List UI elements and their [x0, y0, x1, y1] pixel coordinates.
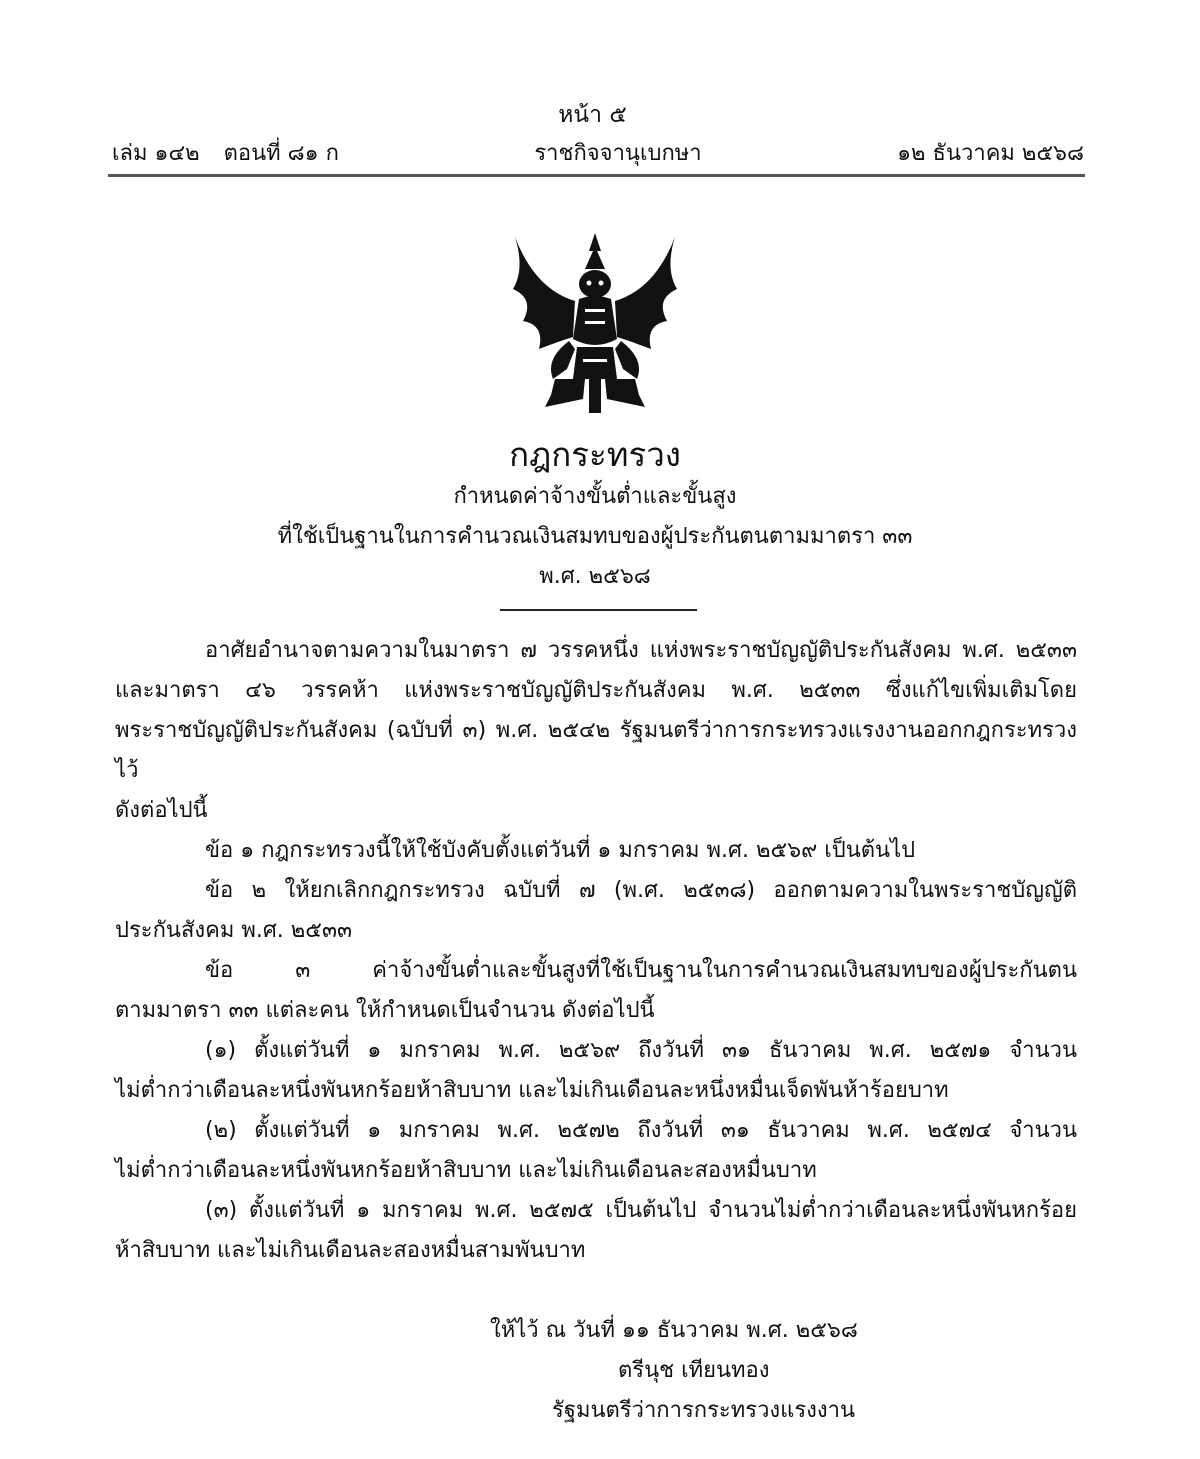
item-2: (๒) ตั้งแต่วันที่ ๑ มกราคม พ.ศ. ๒๕๗๒ ถึงวันที่ ๓๑ ธันวาคม พ.ศ. ๒๕๗๔ จำนวน [205, 1118, 1077, 1143]
header-divider [108, 174, 1085, 177]
issue: ตอนที่ ๘๑ ก [223, 141, 339, 166]
body-line: และมาตรา ๔๖ วรรคห้า แห่งพระราชบัญญัติประกันสังคม พ.ศ. ๒๕๓๓ ซึ่งแก้ไขเพิ่มเติมโดย [115, 678, 1077, 703]
gazette-name: ราชกิจจานุเบกษา [534, 141, 702, 166]
garuda-emblem-icon [505, 229, 685, 419]
clause-1: ข้อ ๑ กฎกระทรวงนี้ให้ใช้บังคับตั้งแต่วันที่ ๑ มกราคม พ.ศ. ๒๕๖๙ เป็นต้นไป [205, 838, 916, 863]
body-line: ประกันสังคม พ.ศ. ๒๕๓๓ [115, 918, 353, 943]
body-line: ตามมาตรา ๓๓ แต่ละคน ให้กำหนดเป็นจำนวน ดังต่อไปนี้ [115, 998, 655, 1023]
gazette-date: ๑๒ ธันวาคม ๒๕๖๘ [897, 141, 1084, 166]
gazette-header [112, 138, 1084, 170]
body-line: ไม่ต่ำกว่าเดือนละหนึ่งพันหกร้อยห้าสิบบาท และไม่เกินเดือนละหนึ่งหมื่นเจ็ดพันห้าร้อยบาท [115, 1078, 949, 1103]
volume: เล่ม ๑๔๒ [112, 141, 200, 166]
document-title: กฎกระทรวง [509, 435, 681, 474]
subtitle-year: พ.ศ. ๒๕๖๘ [539, 564, 651, 589]
body-line: ดังต่อไปนี้ [115, 798, 208, 823]
subtitle-line: ที่ใช้เป็นฐานในการคำนวณเงินสมทบของผู้ประกันตนตามมาตรา ๓๓ [277, 524, 913, 549]
body-line: อาศัยอำนาจตามความในมาตรา ๗ วรรคหนึ่ง แห่งพระราชบัญญัติประกันสังคม พ.ศ. ๒๕๓๓ [205, 638, 1077, 663]
clause-3: ข้อ ๓ ค่าจ้างขั้นต่ำและขั้นสูงที่ใช้เป็นฐานในการคำนวณเงินสมทบของผู้ประกันตน [205, 958, 1077, 983]
item-3: (๓) ตั้งแต่วันที่ ๑ มกราคม พ.ศ. ๒๕๗๕ เป็นต้นไป จำนวนไม่ต่ำกว่าเดือนละหนึ่งพันหกร้อย [205, 1198, 1077, 1223]
signatory-position: รัฐมนตรีว่าการกระทรวงแรงงาน [552, 1398, 856, 1423]
subtitle-line: กำหนดค่าจ้างขั้นต่ำและขั้นสูง [453, 484, 737, 509]
item-1: (๑) ตั้งแต่วันที่ ๑ มกราคม พ.ศ. ๒๕๖๙ ถึงวันที่ ๓๑ ธันวาคม พ.ศ. ๒๕๗๑ จำนวน [205, 1038, 1077, 1063]
signature-block [0, 1311, 1200, 1431]
document-body [115, 631, 1077, 1271]
body-line: ไม่ต่ำกว่าเดือนละหนึ่งพันหกร้อยห้าสิบบาท และไม่เกินเดือนละสองหมื่นบาท [115, 1158, 817, 1183]
given-date: ให้ไว้ ณ วันที่ ๑๑ ธันวาคม พ.ศ. ๒๕๖๘ [490, 1318, 858, 1343]
volume-issue-group [112, 138, 339, 170]
body-line: พระราชบัญญัติประกันสังคม (ฉบับที่ ๓) พ.ศ. ๒๕๔๒ รัฐมนตรีว่าการกระทรวงแรงงานออกกฎกระทรวงไว้ [115, 718, 1077, 783]
signatory-name: ตรีนุช เทียนทอง [618, 1358, 770, 1383]
page-number: หน้า ๕ [558, 102, 627, 128]
title-divider [500, 609, 697, 611]
body-line: ห้าสิบบาท และไม่เกินเดือนละสองหมื่นสามพันบาท [115, 1238, 586, 1263]
clause-2: ข้อ ๒ ให้ยกเลิกกฎกระทรวง ฉบับที่ ๗ (พ.ศ. ๒๕๓๘) ออกตามความในพระราชบัญญัติ [205, 878, 1077, 903]
